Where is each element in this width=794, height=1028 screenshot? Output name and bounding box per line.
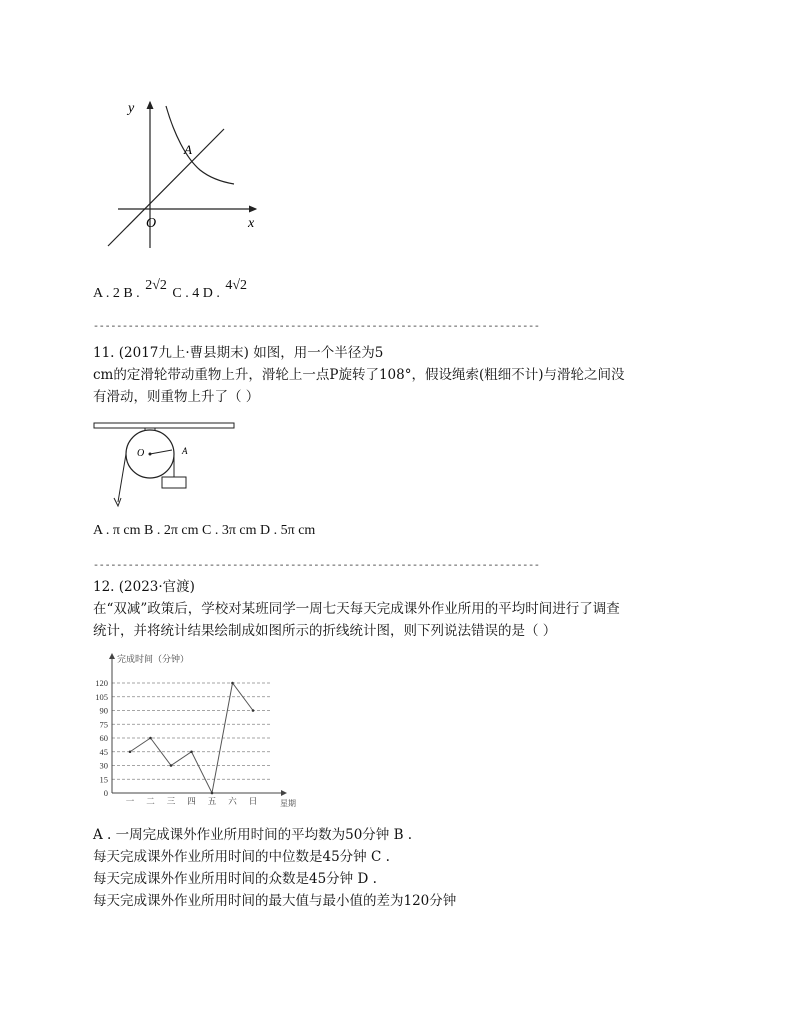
q11-line-1: 11. (2017九上·曹县期末) 如图，用一个半径为5: [93, 345, 384, 361]
chart-x-axis-label: 星期: [280, 799, 296, 808]
chart-data-point: [231, 682, 234, 685]
y-axis-label: y: [128, 101, 135, 116]
chart-data-point: [211, 792, 214, 795]
chart-data-point: [170, 764, 173, 767]
q10-options: [93, 278, 248, 304]
rope-left: [118, 454, 126, 502]
q10-option-b-value: 2√2: [145, 278, 167, 293]
q10-option-d-value: 4√2: [225, 278, 248, 293]
chart-x-tick-label: 二: [146, 797, 155, 807]
chart-x-tick-label: 一: [125, 797, 135, 807]
chart-y-tick-label: 15: [99, 774, 108, 785]
point-a-label: A: [184, 142, 192, 157]
chart-x-tick-label: 四: [187, 797, 196, 807]
pulley-center: [149, 453, 152, 456]
line-y-eq-x: [108, 129, 224, 246]
chart-data-point: [190, 750, 193, 753]
q12-line-chart: [80, 648, 310, 810]
q12-option-line-1: A . 一周完成课外作业所用时间的平均数为50分钟 B .: [93, 827, 413, 843]
ceiling-beam: [94, 423, 234, 428]
chart-x-tick-label: 三: [166, 797, 176, 807]
chart-y-tick-label: 45: [99, 746, 108, 757]
point-a-label: A: [182, 446, 188, 456]
q11-line-2: cm的定滑轮带动重物上升，滑轮上一点P旋转了108°，假设绳索(粗细不计)与滑轮之间没: [93, 367, 625, 383]
q12-line-3: 统计，并将统计结果绘制成如图所示的折线统计图，则下列说法错误的是（ ）: [93, 623, 557, 639]
chart-x-tick-label: 六: [228, 797, 237, 807]
separator-2: -----------------------------------------------------------------------------: [93, 561, 540, 572]
q11-options: A . π cm B . 2π cm C . 3π cm D . 5π cm: [93, 523, 316, 538]
q11-pulley-figure: [92, 420, 242, 510]
center-o-label: O: [137, 448, 145, 459]
q12-option-line-2: 每天完成课外作业所用时间的中位数是45分钟 C .: [93, 849, 390, 865]
weight-block: [162, 477, 186, 488]
q12-option-line-4: 每天完成课外作业所用时间的最大值与最小值的差为120分钟: [93, 893, 457, 909]
chart-y-tick-label: 105: [95, 691, 108, 702]
chart-y-tick-label: 75: [99, 719, 108, 730]
chart-data-point: [149, 737, 152, 740]
q11-line-3: 有滑动，则重物上升了（ ）: [93, 389, 260, 405]
x-axis-label: x: [248, 216, 255, 231]
q10-option-cd: C . 4 D .: [172, 286, 220, 301]
chart-y-tick-label: 0: [103, 788, 108, 798]
q12-line-1: 12. (2023·官渡): [93, 579, 195, 595]
q10-graph: [100, 96, 265, 254]
chart-data-point: [252, 709, 255, 712]
separator-1: -----------------------------------------------------------------------------: [93, 322, 540, 333]
hyperbola-curve: [166, 106, 234, 184]
chart-x-tick-label: 五: [207, 797, 217, 807]
chart-y-tick-label: 90: [99, 705, 108, 716]
chart-data-point: [129, 750, 132, 753]
chart-y-tick-label: 30: [99, 760, 108, 771]
q12-line-2: 在“双减”政策后，学校对某班同学一周七天每天完成课外作业所用的平均时间进行了调查: [93, 601, 620, 617]
chart-y-tick-label: 60: [99, 733, 108, 743]
q10-option-ab: A . 2 B .: [93, 286, 140, 301]
q12-option-line-3: 每天完成课外作业所用时间的众数是45分钟 D .: [93, 871, 377, 887]
chart-y-tick-label: 120: [95, 678, 108, 688]
chart-y-axis-label: 完成时间（分钟）: [117, 655, 190, 665]
origin-label: O: [146, 216, 157, 231]
chart-x-tick-label: 日: [248, 797, 258, 807]
